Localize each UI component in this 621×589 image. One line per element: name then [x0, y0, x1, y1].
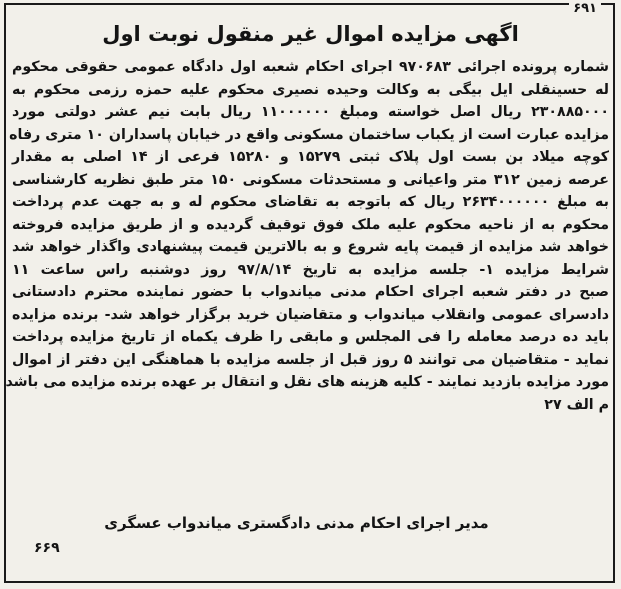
footer-number: ۶۶۹	[34, 540, 60, 556]
page-number: ۶۹۱	[569, 1, 601, 16]
body-line: نماید - متقاضیان می توانند ۵ روز قبل از جلسه مزایده با هماهنگی این دفتر از اموال	[12, 351, 609, 368]
body-line: دادسرای عمومی وانقلاب میاندواب و متقاضیان خرید برگزار خواهد شد- برنده مزایده	[12, 306, 609, 323]
body-line: له حسینقلی ایل بیگی به وکالت وحیده نصیری محکوم علیه حمزه رزمی محکوم به	[12, 81, 609, 98]
signature-line: مدیر اجرای احکام مدنی دادگستری میاندواب عسگری	[104, 514, 489, 532]
reference-code: م الف ۲۷	[544, 396, 609, 413]
ad-title: اگهی مزایده اموال غیر منقول نوبت اول	[102, 22, 519, 46]
body-line: صبح در دفتر شعبه اجرای احکام مدنی میاندواب با حضور نماینده محترم دادستانی	[12, 284, 609, 300]
body-line: باید ده درصد معامله را فی المجلس و مابقی را ظرف یکماه از تاریخ مزایده پرداخت	[12, 329, 609, 345]
body-line: مزایده عبارت است از یکباب ساختمان مسکونی واقع در خیابان پاسداران ۱۰ متری رفاه	[9, 126, 609, 143]
body-line: کوچه میلاد بن بست اول پلاک ثبتی ۱۵۲۷۹ و ۱۵۲۸۰ فرعی از ۱۴ اصلی به مقدار	[12, 149, 609, 165]
body-line: شرایط مزایده ۱- جلسه مزایده به تاریخ ۹۷/۸/۱۴ روز دوشنبه راس ساعت ۱۱	[12, 261, 609, 278]
body-line: به مبلغ ۲۶۳۴۰۰۰۰۰۰ ریال که باتوجه به تقاضای محکوم له و به جهت عدم پرداخت	[12, 194, 609, 210]
body-line: ۲۳۰۸۸۵۰۰۰ ریال اصل خواسته ومبلغ ۱۱۰۰۰۰۰۰ ریال بابت نیم عشر دولتی مورد	[12, 104, 609, 120]
body-line: شماره پرونده اجرائی ۹۷۰۶۸۳ اجرای احکام شعبه اول دادگاه عمومی حقوقی محکوم	[12, 59, 609, 75]
ad-body	[5, 56, 609, 416]
body-line: عرصه زمین ۳۱۲ متر واعیانی و مستحدثات مسکونی ۱۵۰ متر طبق نظریه کارشناسی	[12, 171, 609, 188]
body-line: مورد مزایده بازدید نمایند - کلیه هزینه های نقل و انتقال بر عهده برنده مزایده می باشد	[5, 374, 609, 390]
body-line: محکوم به از ناحیه محکوم علیه ملک فوق توقیف گردیده و از طریق مزایده فروخته	[12, 216, 609, 233]
body-line: خواهد شد مزایده از قیمت پایه شروع و به بالاترین قیمت پیشنهادی واگذار خواهد شد	[12, 239, 609, 255]
